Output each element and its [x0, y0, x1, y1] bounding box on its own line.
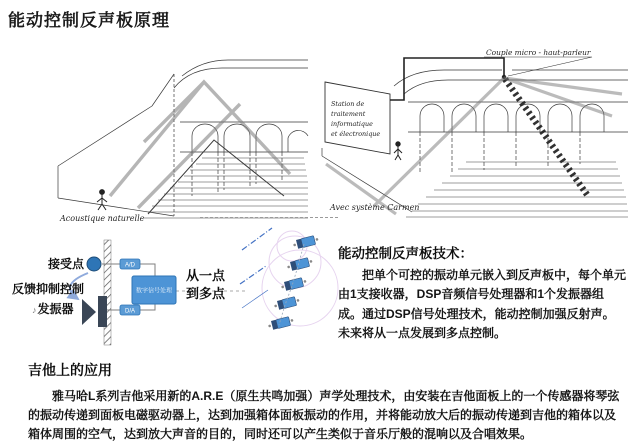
- guitar-section: [28, 360, 620, 445]
- guitar-body: 雅马哈L系列吉他采用新的A.R.E（原生共鸣加强）声学处理技术，由安装在吉他面板上的一个传感器将琴弦的振动传递到面板电磁驱动器上，达到加强箱体面板振动的作用，并将能动放大后的振动传递到吉他的箱体以及箱体周围的空气，达到放大声音的目的，同时还可以产生类似于音乐厅般的混响以及合唱效果。: [28, 389, 620, 442]
- svg-text:数字信号处理: 数字信号处理: [135, 288, 173, 295]
- hall-caption-natural: Acoustique naturelle: [60, 214, 145, 223]
- receiver-icon: [87, 257, 101, 271]
- vibration-units-diagram: [238, 222, 346, 354]
- vibration-unit: [273, 296, 300, 311]
- active-sound-beam: [505, 79, 588, 196]
- couple-label: Couple micro - haut-parleur: [486, 48, 591, 57]
- vibration-unit: [292, 235, 319, 250]
- page-title: 能动控制反声板原理: [8, 11, 170, 30]
- feedback-label: 反馈抑制控制: [12, 282, 85, 296]
- hall-caption-carmen: Avec système Carmen: [330, 203, 420, 212]
- dashed-connector-line: [200, 217, 338, 218]
- guitar-heading: 吉他上的应用: [28, 362, 112, 378]
- note-icon: ♪: [32, 305, 37, 315]
- dsp-box: [132, 276, 176, 304]
- hall-diagram-natural: [52, 46, 310, 228]
- dac-box: [120, 305, 140, 315]
- svg-text:informatique: informatique: [331, 120, 373, 128]
- sound-rays: [110, 82, 290, 208]
- hall-left-wall: [58, 74, 174, 216]
- tech-body: 把单个可控的振动单元嵌入到反声板中，每个单元由1支接收器，DSP音频信号处理器和1个发振器组成。通过DSP信号处理技术，能动控制加强反射声。未来将从一点发展到多点控制。: [338, 268, 627, 341]
- exciter-label: ♪发振器: [32, 302, 74, 316]
- adc-box: [120, 259, 140, 269]
- svg-text:Station de: Station de: [331, 100, 365, 108]
- tech-section: [338, 242, 626, 344]
- svg-text:A/D: A/D: [124, 262, 136, 269]
- technician-figure: [394, 142, 402, 160]
- svg-text:traitement: traitement: [331, 110, 366, 118]
- svg-text:et électronique: et électronique: [331, 130, 381, 138]
- svg-text:D/A: D/A: [124, 308, 136, 315]
- listener-figure: [97, 190, 107, 210]
- tech-heading: 能动控制反声板技术：: [338, 246, 473, 261]
- exciter-icon: [82, 296, 107, 327]
- receive-point-label: 接受点: [48, 257, 85, 271]
- processing-station: [325, 82, 390, 154]
- soundboard-wall: [104, 240, 111, 345]
- one-to-many-label: 从一点 到多点: [186, 268, 226, 301]
- hall-diagram-carmen: [316, 44, 628, 230]
